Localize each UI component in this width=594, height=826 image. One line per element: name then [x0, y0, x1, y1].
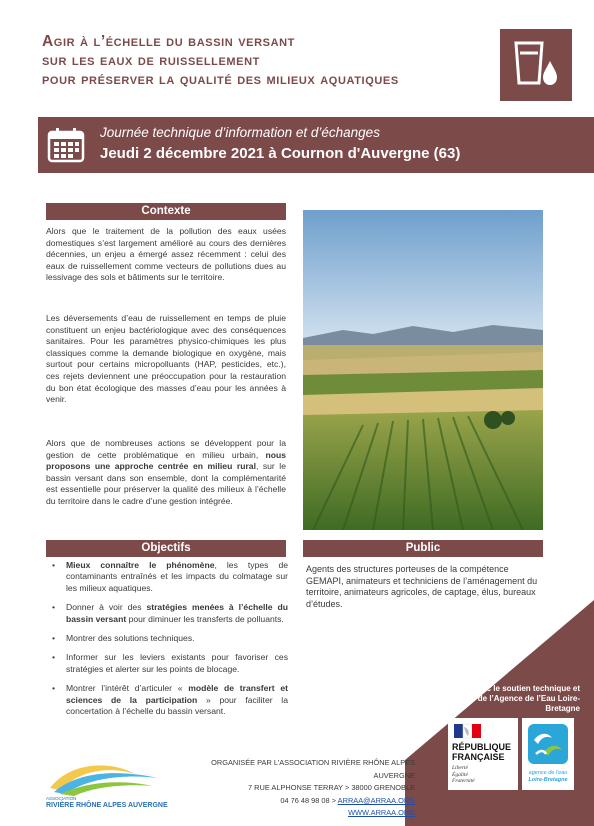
list-item: • Donner à voir des stratégies menées à l’échelle du bassin versant pour diminuer les transferts de polluants. [52, 602, 288, 625]
organiser-phone-email: 04 76 48 98 08 > ARRAA@ARRAA.ORG [280, 795, 415, 805]
website-link[interactable]: WWW.ARRAA.ORG [348, 808, 415, 818]
rf-line-1: RÉPUBLIQUE [452, 742, 512, 752]
title-line-2: sur les eaux de ruissellement [42, 52, 260, 69]
republique-francaise-logo [448, 718, 518, 790]
contexte-paragraph-1: Alors que le traitement de la pollution des eaux usées domestiques s’est largement amélioré au cours des dernières décennies, un enjeu a émergé assez récemment : celui des eaux de ruissellement comme vecteurs de pollutions dues au lessivage des sols et bâtiments sur le territoire. [46, 226, 286, 283]
event-subtitle: Journée technique d’information et d’échanges [100, 125, 380, 140]
public-heading: Public [303, 540, 543, 557]
list-item: • Informer sur les leviers existants pour favoriser ces stratégies et alerter sur les points de blocage. [52, 652, 288, 675]
public-text: Agents des structures porteuses de la compétence GEMAPI, animateurs et techniciens de l’aménagement du territoire, animateurs agricoles, de captage, élus, bureaux d’études. [306, 564, 538, 609]
list-item: • Montrer l’intérêt d’articuler « modèle de transfert et sciences de la participation » pour faciliter la concertation à l’échelle du bassin versant. [52, 683, 288, 717]
contexte-heading: Contexte [46, 203, 286, 220]
rf-line-2: FRANÇAISE [452, 752, 505, 762]
support-text: Organisée avec le soutien technique et financier de l’Agence de l’Eau Loire-Bretagne [431, 684, 580, 713]
association-logo [40, 756, 168, 814]
rf-motto-2: Égalité [452, 771, 468, 778]
event-banner [38, 117, 594, 173]
ae-line-2: Loire-Bretagne [528, 777, 568, 783]
contexte-paragraph-3: Alors que de nombreuses actions se développent pour la gestion de cette problématique en milieu urbain, nous proposons une approche centrée en milieu rural, sur le bassin versant dans son ensemble, dont la complémentarité est essentielle pour préserver la qualité des milieux à l’échelle du territoire dans le cadre d’une gestion intégrée. [46, 438, 286, 506]
landscape-photo [303, 210, 543, 530]
email-link[interactable]: ARRAA@ARRAA.ORG [337, 795, 415, 805]
event-date-place: Jeudi 2 décembre 2021 à Cournon d'Auvergne (63) [100, 145, 461, 162]
glass-water-drop-icon [512, 39, 562, 91]
list-item: • Mieux connaître le phénomène, les types de contaminants entraînés et les impacts du colmatage sur les milieux aquatiques. [52, 560, 288, 594]
association-small-label: ASSOCIATION [46, 796, 77, 801]
rf-motto-1: Liberté [452, 765, 468, 771]
list-item: • Montrer des solutions techniques. [52, 633, 288, 644]
rf-motto-3: Fraternité [452, 778, 475, 784]
organiser-line-1: ORGANISÉE PAR L’ASSOCIATION RIVIÈRE RHÔNE ALPES AUVERGNE [211, 758, 415, 780]
ae-line-1: agence de l'eau [528, 770, 568, 776]
calendar-icon [47, 127, 85, 163]
contexte-paragraph-2: Les déversements d’eau de ruissellement en temps de pluie constituent un enjeu bactériologique avec des conséquences sanitaires. Pour les paramètres physico-chimiques les plus classiques comme la demande biologique en oxygène, mais surtout pour certains micropolluants (HAP, pesticides, etc.), ces rejets deviennent une préoccupation pour la restauration du bon état écologique des masses d’eau pour les années à venir. [46, 313, 286, 405]
water-icon-box [500, 29, 572, 101]
title-line-1: Agir à l’échelle du bassin versant [42, 33, 295, 50]
organiser-address: 7 RUE ALPHONSE TERRAY > 38000 GRENOBLE [248, 783, 415, 793]
objectifs-heading: Objectifs [46, 540, 286, 557]
objectifs-list [52, 560, 288, 725]
agence-eau-logo [522, 718, 574, 790]
title-block [42, 32, 492, 89]
organiser-contact [170, 757, 415, 820]
association-name: RIVIÈRE RHÔNE ALPES AUVERGNE [46, 802, 168, 809]
title-line-3: pour préserver la qualité des milieux aquatiques [42, 71, 399, 88]
